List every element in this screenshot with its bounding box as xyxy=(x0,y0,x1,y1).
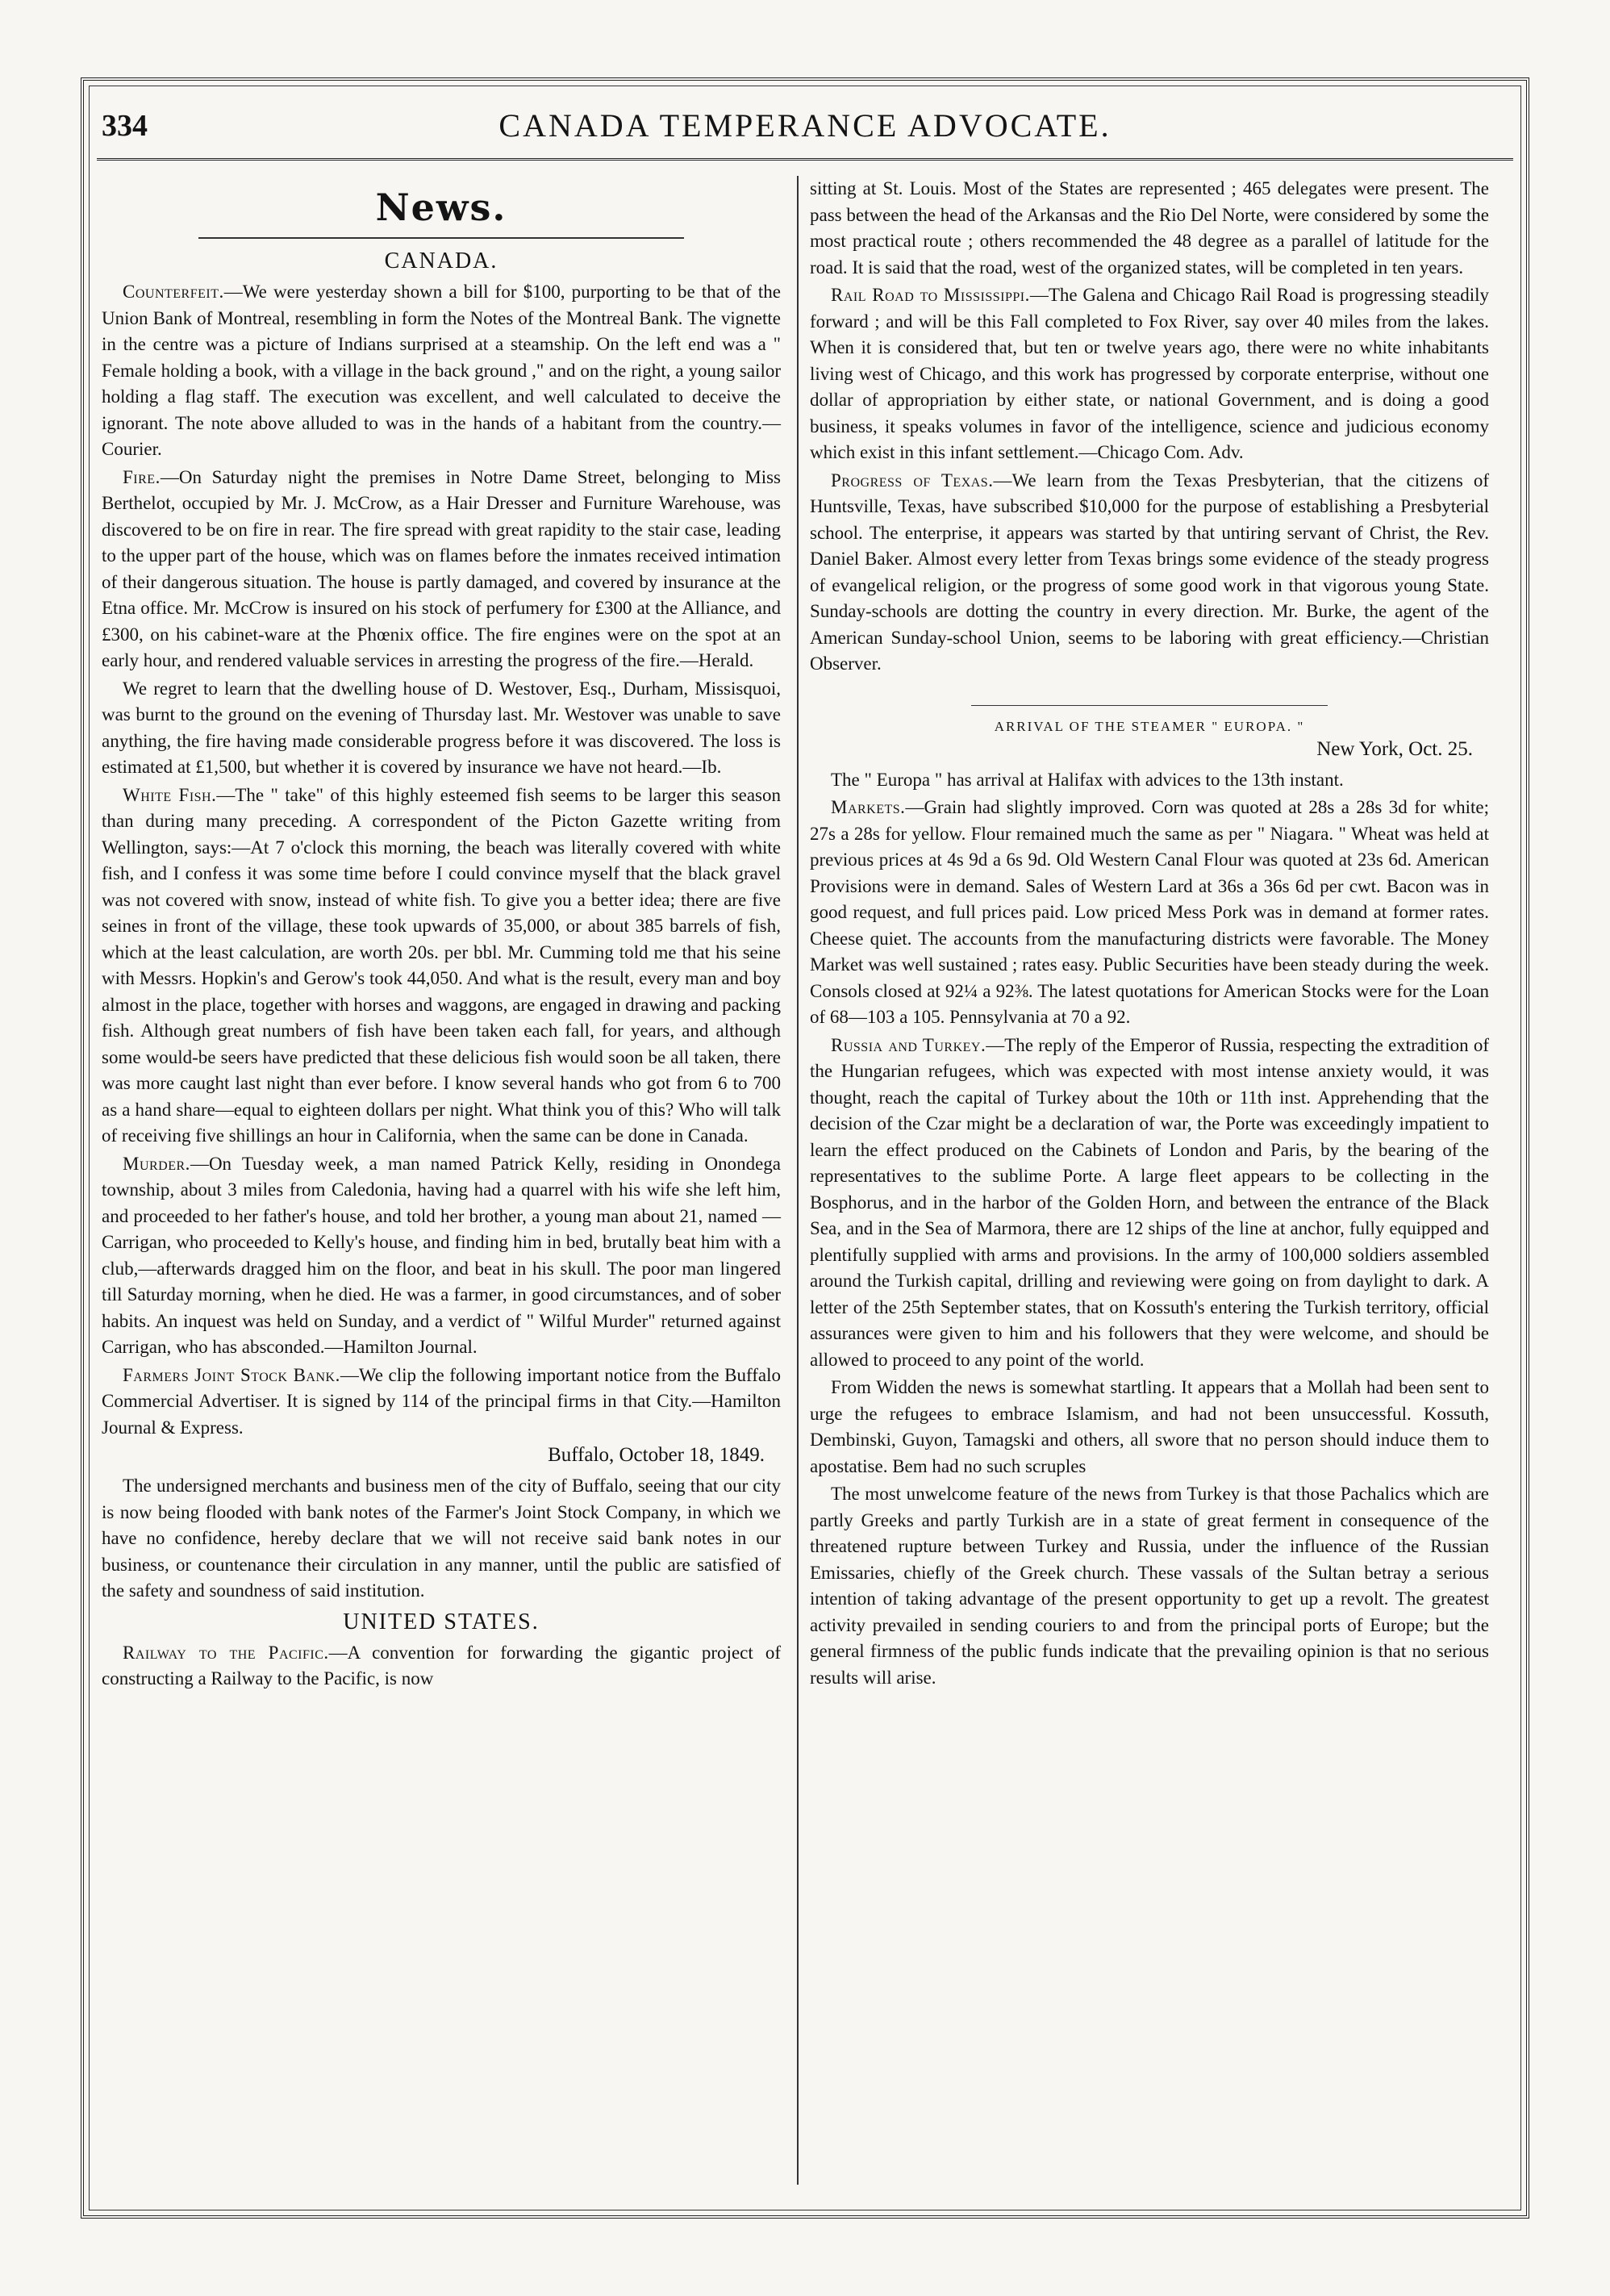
article-lead: Russia and Turkey. xyxy=(831,1034,986,1055)
column-divider xyxy=(797,176,799,2185)
article-fire xyxy=(102,465,781,674)
article-lead: Fire. xyxy=(123,466,161,487)
article-farmers-bank xyxy=(102,1363,781,1442)
article-lead: Farmers Joint Stock Bank. xyxy=(123,1364,340,1385)
article-body: —We were yesterday shown a bill for $100, purporting to be that of the Union Bank of Montreal, resembling in form the Notes of the Montreal Bank. The vignette in the centre was a picture of Indians surprised at a steamship. On the left end was a " Female holding a book, with a village in the back ground ," and on the right, a young sailor holding a flag staff. The execution was excellent, and well calculated to deceive the ignorant. The note above alluded to was in the hands of a habitant from the country.—Courier. xyxy=(102,282,781,459)
article-westover: We regret to learn that the dwelling house of D. Westover, Esq., Durham, Missisquoi, was burnt to the ground on the evening of Thursday last. Mr. Westover was unable to save anything, the fire having made considerable progress before it was discovered. The loss is estimated at £1,500, but whether it is covered by insurance we have not heard.—Ib. xyxy=(102,678,781,777)
page-header xyxy=(97,97,1513,161)
article-russia-turkey xyxy=(810,1033,1489,1374)
article-lead: Progress of Texas. xyxy=(831,470,994,491)
article-railway-pacific xyxy=(102,1640,781,1693)
article-body: —The " take" of this highly esteemed fish seems to be larger this season than during many preceding. A correspondent of the Picton Gazette writing from Wellington, says:—At 7 o'clock this morning, the beach was literally covered with white fish, and I confess it was some time before I could convince myself that the black gravel was not covered with snow, instead of white fish. To give you a better idea; there are five seines in front of the village, these took upwards of 35,000, or about 385 barrels of fish, which at the least calculation, are worth 20s. per bbl. Mr. Cumming told me that his seine with Messrs. Hopkin's and Gerow's took 44,050. And what is the result, every man and boy almost in the place, together with horses and waggons, are engaged in drawing and packing fish. Although great numbers of fish have been taken each fall, for years, and although some would-be seers have predicted that these delicious fish would soon be all taken, there was more caught last night than ever before. I know several hands who got from 6 to 700 as a hand share—equal to eighteen dollars per night. What think you of this? Who will talk of receiving five shillings an hour in California, when the same can be done in Canada. xyxy=(102,784,781,1146)
article-body: —We learn from the Texas Presbyterian, that the citizens of Huntsville, Texas, have subscribed $10,000 for the purpose of establishing a Presbyterial school. The enterprise, it appears was started by that untiring servant of Christ, the Rev. Daniel Baker. Almost every letter from Texas brings some evidence of the steady progress of evangelical religion, or the progress of some good work in that vigorous young State. Sunday-schools are dotting the country in every direction. Mr. Burke, the agent of the American Sunday-school Union, seems to be laboring with great efficiency.—Christian Observer. xyxy=(810,470,1489,674)
spacer xyxy=(810,679,1489,699)
article-body: —We clip the following important notice from the Buffalo Commercial Advertiser. It is signed by 114 of the principal firms in that City.—Hamilton Journal & Express. xyxy=(102,1364,781,1438)
article-body: —Grain had slightly improved. Corn was quoted at 28s a 28s 3d for white; 27s a 28s for yellow. Flour remained much the same as per " Niagara. " Wheat was held at previous prices at 4s 9d a 6s 9d. Old Western Canal Flour was quoted at 23s 6d. American Provisions were in demand. Sales of Western Lard at 36s a 36s 6d per cwt. Bacon was in good request, and full prices paid. Low priced Mess Pork was in demand at former rates. Cheese quiet. The accounts from the manufacturing districts were favorable. The Money Market was well sustained ; rates easy. Public Securities have been steady during the week. Consols closed at 92¼ a 92⅜. The latest quotations for American Stocks were for the Loan of 68—103 a 105. Pennsylvania at 70 a 92. xyxy=(810,797,1489,1027)
left-column xyxy=(102,176,781,1694)
europa-dateline: New York, Oct. 25. xyxy=(1316,737,1473,760)
right-column xyxy=(810,176,1489,1693)
article-lead: Rail Road to Mississippi. xyxy=(831,285,1030,305)
article-buffalo-notice: The undersigned merchants and business men of the city of Buffalo, seeing that our city is now being flooded with bank notes of the Farmer's Joint Stock Company, in which we have no confidence, hereby declare that we will not receive said bank notes in our business, or countenance their circulation in any manner, until the public are satisfied of the safety and soundness of said institution. xyxy=(102,1476,781,1601)
article-markets xyxy=(810,795,1489,1031)
article-progress-texas xyxy=(810,468,1489,678)
article-murder xyxy=(102,1151,781,1361)
buffalo-dateline: Buffalo, October 18, 1849. xyxy=(548,1444,765,1466)
newspaper-page xyxy=(81,77,1529,2219)
article-lead: White Fish. xyxy=(123,784,217,805)
article-lead: Markets. xyxy=(831,797,906,817)
europa-heading: ARRIVAL OF THE STEAMER " EUROPA. " xyxy=(994,718,1305,734)
article-body: —The reply of the Emperor of Russia, respecting the extradition of the Hungarian refugees, which was expected with most intense anxiety would, it was thought, reach the capital of Turkey about the 10th or 11th inst. Apprehending that the decision of the Czar might be a declaration of war, the Porte was exceedingly impatient to learn the effect produced on the Cabinets of London and Paris, by the bearing of the representatives to the sublime Porte. A large fleet appears to be collecting in the Bosphorus, and in the harbor of the Golden Horn, and between the entrance of the Black Sea, and in the Sea of Marmora, there are 12 ships of the line at anchor, fully equipped and plentifully supplied with arms and provisions. In the army of 100,000 soldiers assembled around the Turkish capital, drilling and reviewing were going on from daylight to dark. A letter of the 25th September states, that on Kossuth's entering the Turkish territory, official assurances were given to him and his followers that they were welcome, and should be allowed to proceed to any point of the world. xyxy=(810,1034,1490,1370)
article-railway-continued: sitting at St. Louis. Most of the States are represented ; 465 delegates were present. The pass between the head of the Arkansas and the Rio Del Norte, were considered by some the most practical route ; others recommended the 48 degree as a parallel of latitude for the road. It is said that the road, west of the organized states, will be completed in ten years. xyxy=(810,178,1489,278)
heading-rule xyxy=(198,237,684,239)
section-rule xyxy=(971,705,1328,706)
article-widden: From Widden the news is somewhat startling. It appears that a Mollah had been sent to urge the refugees to embrace Islamism, and had not been unsuccessful. Kossuth, Dembinski, Guyon, Tamagski and others, all swore that no person should induce them to apostatise. Bem had no such scruples xyxy=(810,1377,1489,1476)
article-body: —The Galena and Chicago Rail Road is progressing steadily forward ; and will be this Fall completed to Fox River, say over 40 miles from the lakes. When it is considered that, but ten or twelve years ago, there were no white inhabitants living west of Chicago, and this work has progressed by corporate enterprise, without one dollar of appropriation by either state, or national Government, and is doing a good business, it speaks volumes in favor of the intelligence, science and judicious economy which exist in this infant settlement.—Chicago Com. Adv. xyxy=(810,285,1489,462)
article-body: —On Tuesday week, a man named Patrick Kelly, residing in Onondega township, about 3 miles from Caledonia, having had a quarrel with his wife she left him, and proceeded to her father's house, and told her brother, a young man about 21, named — Carrigan, who proceeded to Kelly's house, and finding him in bed, brutally beat him with a club,—afterwards dragged him on the floor, and beat in his skull. The poor man lingered till Saturday morning, when he died. He was a farmer, in good circumstances, and of sober habits. An inquest was held on Sunday, and a verdict of " Wilful Murder" returned against Carrigan, who has absconded.—Hamilton Journal. xyxy=(102,1153,781,1357)
article-lead: Railway to the Pacific. xyxy=(123,1642,329,1663)
article-body: —A convention for forwarding the gigantic project of constructing a Railway to the Pacific, is now xyxy=(102,1642,781,1689)
article-counterfeit xyxy=(102,279,781,463)
article-rail-road-mississippi xyxy=(810,282,1489,466)
news-heading: News. xyxy=(375,186,507,229)
page-number: 334 xyxy=(102,109,148,143)
article-lead: Counterfeit. xyxy=(123,282,224,302)
article-body: —On Saturday night the premises in Notre Dame Street, belonging to Miss Berthelot, occupied by Mr. J. McCrow, as a Hair Dresser and Furniture Warehouse, was discovered to be on fire in rear. The fire spread with great rapidity to the stair case, leading to the upper part of the house, which was on flames before the inmates received intimation of their dangerous situation. The house is partly damaged, and covered by insurance at the Etna office. Mr. McCrow is insured on his stock of perfumery for £300 at the Alliance, and £300, on his cabinet-ware at the Phœnix office. The fire engines were on the spot at an early hour, and rendered valuable services in arresting the progress of the fire.—Herald. xyxy=(102,466,781,670)
article-lead: Murder. xyxy=(123,1153,190,1174)
section-united-states: UNITED STATES. xyxy=(343,1609,540,1634)
article-europa-arrival: The " Europa " has arrival at Halifax with advices to the 13th instant. xyxy=(831,769,1344,790)
section-canada: CANADA. xyxy=(384,248,498,273)
article-unwelcome-feature: The most unwelcome feature of the news from Turkey is that those Pachalics which are partly Greeks and partly Turkish are in a state of great ferment in consequence of the threatened rupture between Turkey and Russia, under the influence of the Russian Emissaries, chiefly of the Greek church. These vassals of the Sultan betray a serious intention of taking advantage of the present opportunity to get up a revolt. The greatest activity prevailed in sending couriers to and from the principal ports of Europe; but the general firmness of the public funds indicate that the prevailing opinion is that no serious results will arise. xyxy=(810,1484,1489,1688)
journal-title: CANADA TEMPERANCE ADVOCATE. xyxy=(498,107,1112,144)
article-white-fish xyxy=(102,783,781,1150)
